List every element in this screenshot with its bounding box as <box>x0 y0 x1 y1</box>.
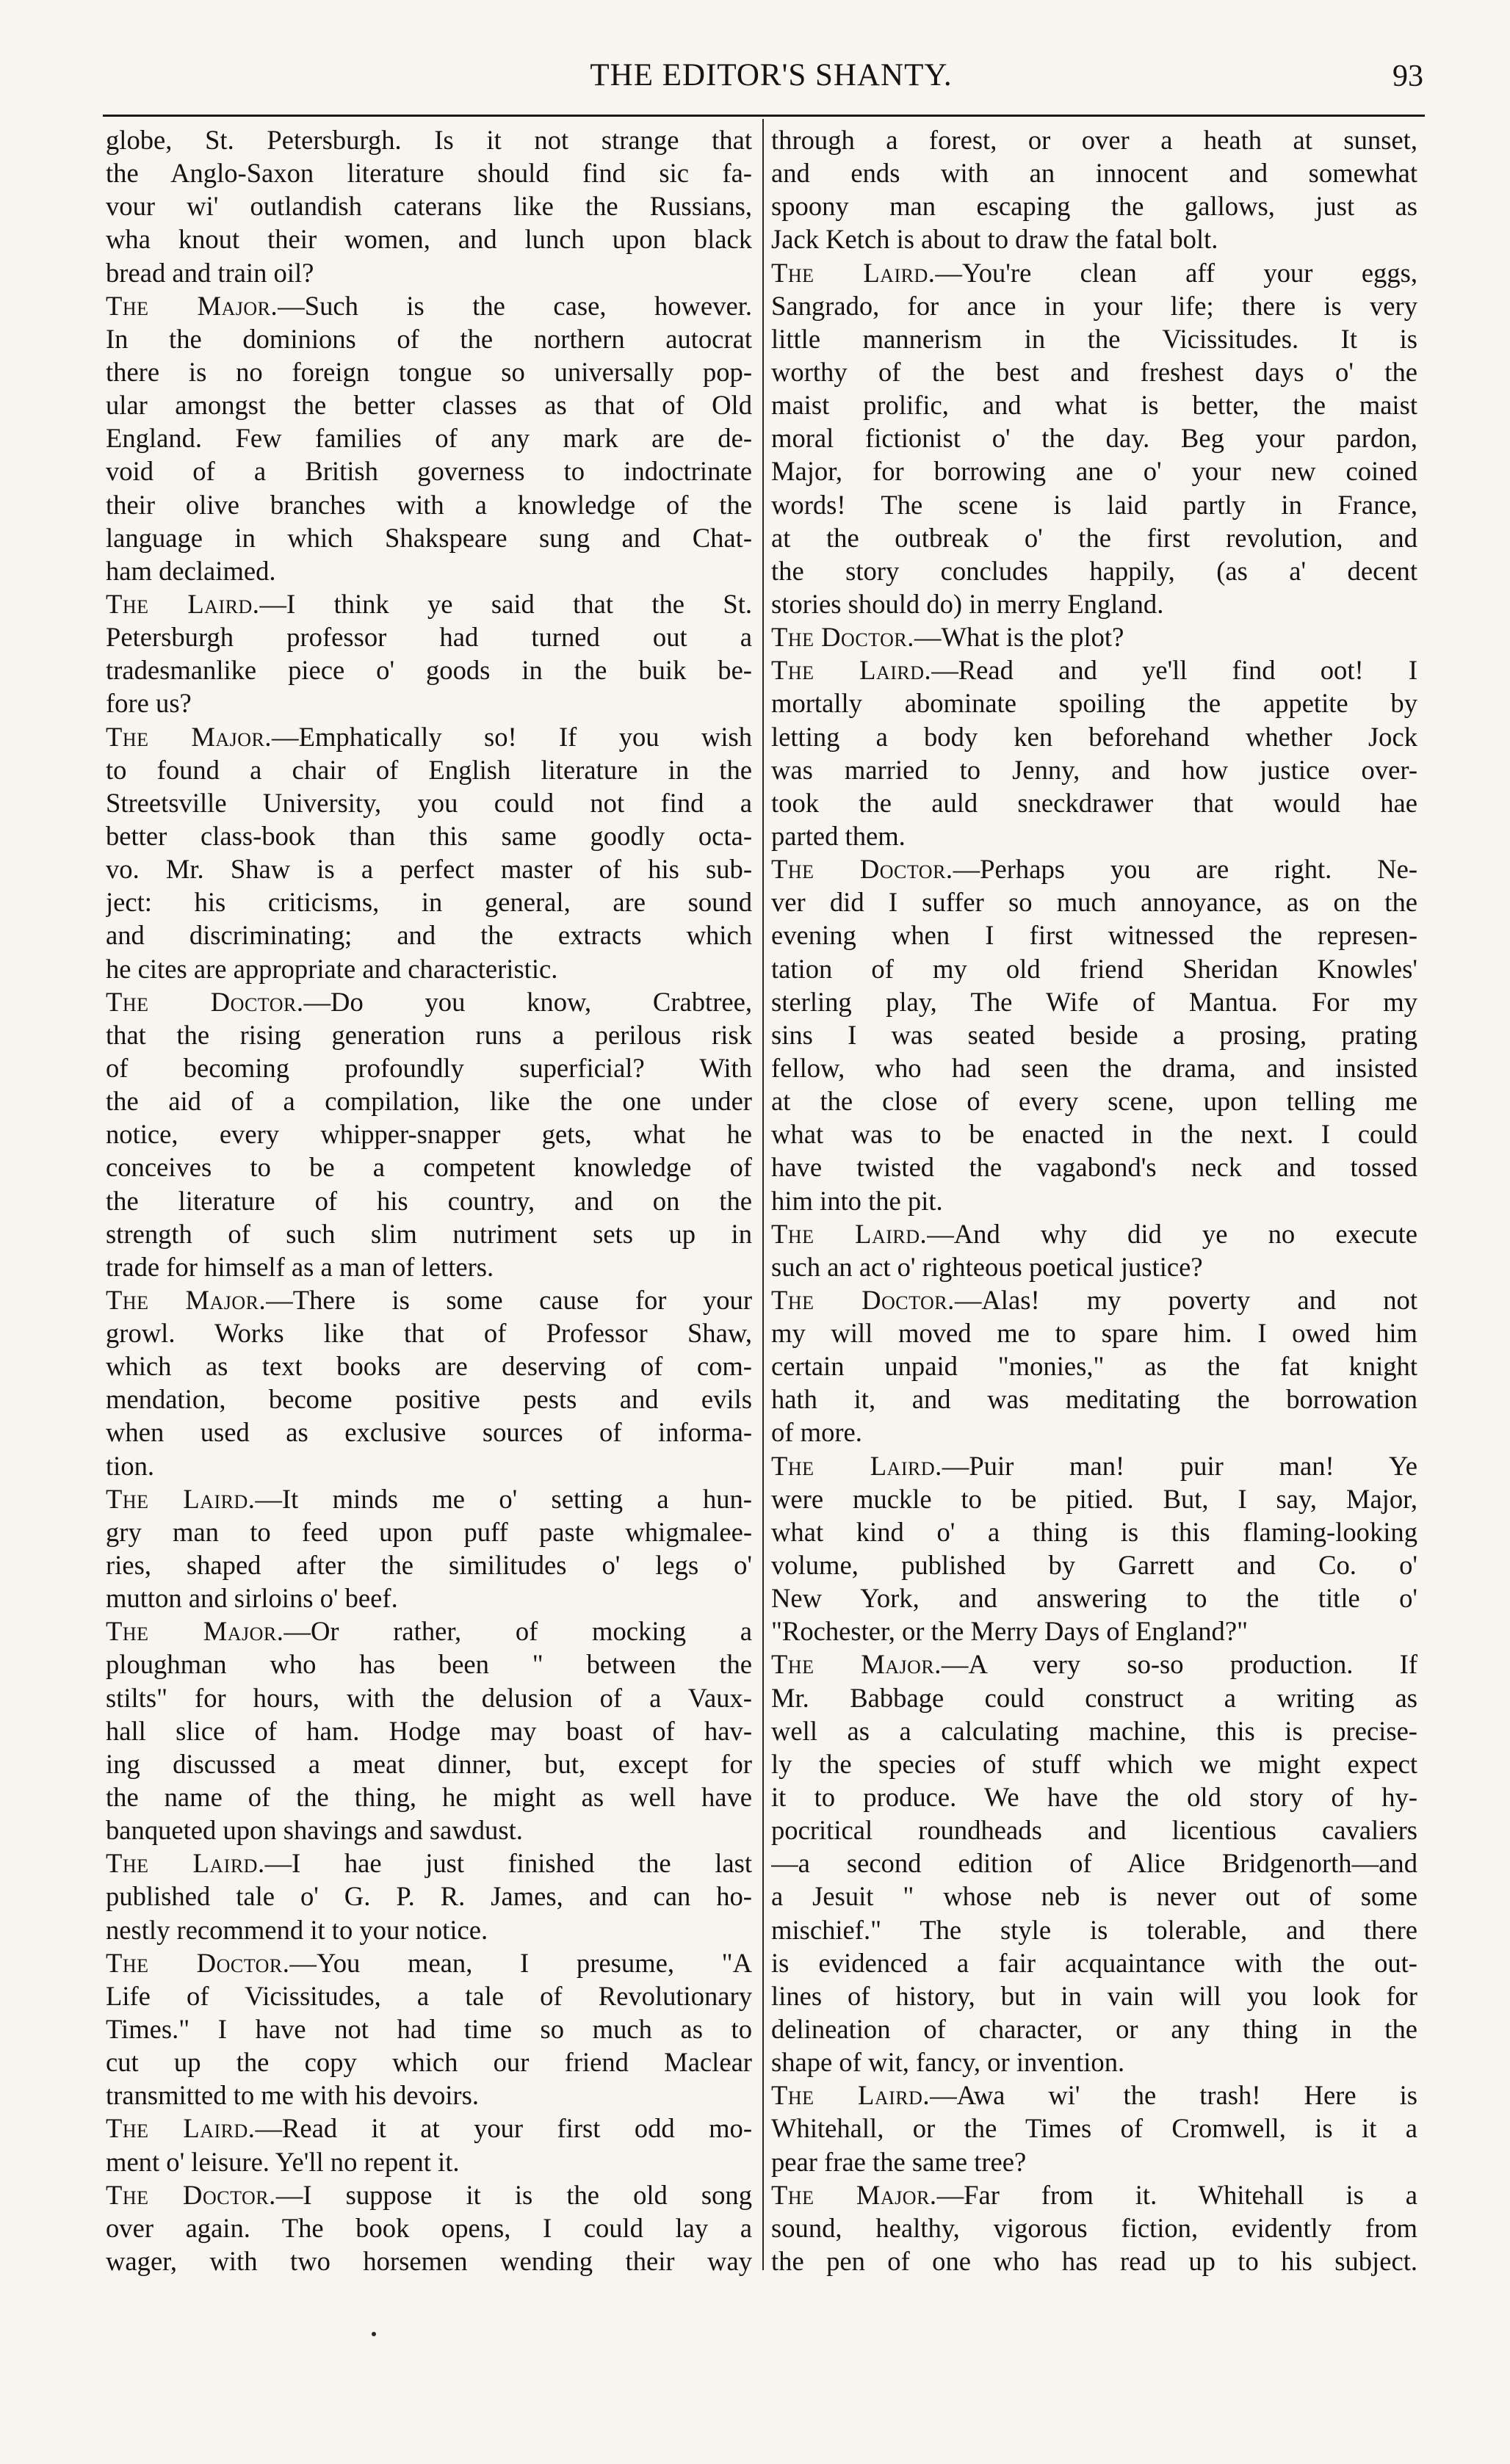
text-line: The Major.—Emphatically so! If you wish <box>106 721 752 752</box>
text-line: The Laird.—I hae just finished the last <box>106 1848 752 1879</box>
speaker-name: The Doctor. <box>771 622 914 653</box>
text-line: England. Few families of any mark are de- <box>106 423 752 454</box>
text-line: is evidenced a fair acquaintance with the out- <box>771 1947 1417 1978</box>
text-line: the aid of a compilation, like the one under <box>106 1086 752 1117</box>
text-line: Whitehall, or the Times of Cromwell, is it a <box>771 2113 1417 2144</box>
text-line: ham declaimed. <box>106 555 276 586</box>
text-line: spoony man escaping the gallows, just as <box>771 191 1417 222</box>
text-line: conceives to be a competent knowledge of <box>106 1152 752 1183</box>
text-line: Jack Ketch is about to draw the fatal bolt. <box>771 224 1218 255</box>
text-line: letting a body ken beforehand whether Jock <box>771 721 1417 752</box>
text-line: The Laird.—Read it at your first odd mo- <box>106 2113 752 2144</box>
text-line: maist prolific, and what is better, the maist <box>771 390 1417 421</box>
text-line: ular amongst the better classes as that of Old <box>106 390 752 421</box>
speaker-name: The Major. <box>771 2179 937 2210</box>
text-line: ject: his criticisms, in general, are sound <box>106 887 752 918</box>
text-line: published tale o' G. P. R. James, and can ho- <box>106 1881 752 1912</box>
text-line: The Laird.—Puir man! puir man! Ye <box>771 1450 1417 1481</box>
text-line: of becoming profoundly superficial? With <box>106 1052 752 1083</box>
speaker-name: The Major. <box>106 290 278 321</box>
speaker-name: The Doctor. <box>106 1947 290 1978</box>
text-line: cut up the copy which our friend Maclear <box>106 2047 752 2078</box>
speaker-name: The Major. <box>106 721 272 752</box>
text-line: In the dominions of the northern autocrat <box>106 323 752 354</box>
text-line: The Laird.—You're clean aff your eggs, <box>771 257 1417 288</box>
text-line: The Major.—Or rather, of mocking a <box>106 1616 752 1647</box>
text-line: growl. Works like that of Professor Shaw, <box>106 1318 752 1349</box>
speaker-name: The Laird. <box>771 1450 942 1481</box>
right-column <box>771 123 1417 2278</box>
text-line: mischief." The style is tolerable, and there <box>771 1914 1417 1945</box>
text-line: vour wi' outlandish caterans like the Russians, <box>106 191 752 222</box>
text-line: took the auld sneckdrawer that would hae <box>771 787 1417 818</box>
text-line: it to produce. We have the old story of hy- <box>771 1782 1417 1813</box>
speaker-name: The Laird. <box>771 655 932 686</box>
text-line: void of a British governess to indoctrinate <box>106 456 752 487</box>
text-line: lines of history, but in vain will you look for <box>771 1980 1417 2011</box>
text-line: sterling play, The Wife of Mantua. For my <box>771 986 1417 1017</box>
text-line: at the outbreak o' the first revolution, and <box>771 522 1417 553</box>
text-line: their olive branches with a knowledge of the <box>106 489 752 520</box>
text-line: what was to be enacted in the next. I could <box>771 1119 1417 1150</box>
text-line: mutton and sirloins o' beef. <box>106 1583 398 1614</box>
text-line: pear frae the same tree? <box>771 2146 1027 2177</box>
text-line: Major, for borrowing ane o' your new coined <box>771 456 1417 487</box>
text-line: and discriminating; and the extracts which <box>106 920 752 951</box>
text-line: little mannerism in the Vicissitudes. It is <box>771 323 1417 354</box>
text-line: he cites are appropriate and characteristic. <box>106 953 558 984</box>
column-divider <box>762 119 764 2270</box>
speaker-name: The Doctor. <box>106 2179 276 2210</box>
speaker-name: The Laird. <box>106 2113 256 2144</box>
speaker-name: The Laird. <box>771 1218 928 1249</box>
text-line: The Doctor.—What is the plot? <box>771 622 1124 653</box>
text-line: words! The scene is laid partly in France, <box>771 489 1417 520</box>
text-line: the Anglo-Saxon literature should find sic fa- <box>106 158 752 189</box>
text-line: bread and train oil? <box>106 257 314 288</box>
page-number: 93 <box>1392 59 1423 93</box>
text-line: that the rising generation runs a perilous risk <box>106 1019 752 1050</box>
text-line: Mr. Babbage could construct a writing as <box>771 1682 1417 1713</box>
text-line: fore us? <box>106 688 192 719</box>
text-line: tion. <box>106 1450 155 1481</box>
speaker-name: The Doctor. <box>771 1284 955 1315</box>
text-line: strength of such slim nutriment sets up in <box>106 1218 752 1249</box>
text-line: at the close of every scene, upon telling me <box>771 1086 1417 1117</box>
text-line: ries, shaped after the similitudes o' legs o' <box>106 1550 752 1581</box>
text-line: New York, and answering to the title o' <box>771 1583 1417 1614</box>
text-line: well as a calculating machine, this is precise- <box>771 1715 1417 1746</box>
text-line: ing discussed a meat dinner, but, except for <box>106 1748 752 1779</box>
text-line: the pen of one who has read up to his subject. <box>771 2246 1417 2276</box>
text-line: language in which Shakspeare sung and Chat- <box>106 522 752 553</box>
text-line: globe, St. Petersburgh. Is it not strange that <box>106 125 752 155</box>
text-line: there is no foreign tongue so universally pop- <box>106 356 752 387</box>
text-line: Sangrado, for ance in your life; there is very <box>771 290 1417 321</box>
text-line: such an act o' righteous poetical justice? <box>771 1251 1203 1282</box>
page-title: THE EDITOR'S SHANTY. <box>590 58 953 93</box>
text-line: transmitted to me with his devoirs. <box>106 2080 479 2111</box>
speaker-name: The Laird. <box>771 2080 931 2111</box>
text-line: the literature of his country, and on the <box>106 1185 752 1216</box>
speaker-name: The Doctor. <box>771 854 953 885</box>
text-line: stilts" for hours, with the delusion of a Vaux- <box>106 1682 752 1713</box>
text-line: The Major.—There is some cause for your <box>106 1284 752 1315</box>
text-line: over again. The book opens, I could lay a <box>106 2212 752 2243</box>
text-line: to found a chair of English literature in the <box>106 754 752 785</box>
text-line: The Doctor.—Do you know, Crabtree, <box>106 986 752 1017</box>
text-line: The Doctor.—I suppose it is the old song <box>106 2179 752 2210</box>
text-line: sound, healthy, vigorous fiction, evidently from <box>771 2212 1417 2243</box>
text-line: vo. Mr. Shaw is a perfect master of his sub- <box>106 854 752 885</box>
speaker-name: The Major. <box>771 1649 942 1680</box>
text-line: ver did I suffer so much annoyance, as on the <box>771 887 1417 918</box>
text-line: were muckle to be pitied. But, I say, Major, <box>771 1483 1417 1514</box>
running-head <box>103 51 1439 110</box>
speaker-name: The Laird. <box>106 588 260 619</box>
text-line: The Laird.—It minds me o' setting a hun- <box>106 1483 752 1514</box>
text-line: shape of wit, fancy, or invention. <box>771 2047 1125 2078</box>
text-line: Times." I have not had time so much as to <box>106 2014 752 2045</box>
speaker-name: The Major. <box>106 1616 284 1647</box>
text-line: The Major.—Far from it. Whitehall is a <box>771 2179 1417 2210</box>
text-line: of more. <box>771 1417 862 1448</box>
text-line: parted them. <box>771 820 906 851</box>
text-line: The Doctor.—You mean, I presume, "A <box>106 1947 752 1978</box>
text-line: through a forest, or over a heath at sunset, <box>771 125 1417 155</box>
text-line: a Jesuit " whose neb is never out of some <box>771 1881 1417 1912</box>
text-line: The Major.—A very so-so production. If <box>771 1649 1417 1680</box>
text-line: Life of Vicissitudes, a tale of Revolutionary <box>106 1980 752 2011</box>
speaker-name: The Laird. <box>771 257 936 288</box>
text-line: hath it, and was meditating the borrowation <box>771 1384 1417 1415</box>
text-line: moral fictionist o' the day. Beg your pardon, <box>771 423 1417 454</box>
text-line: banqueted upon shavings and sawdust. <box>106 1815 523 1846</box>
text-line: ploughman who has been " between the <box>106 1649 752 1680</box>
text-line: notice, every whipper-snapper gets, what he <box>106 1119 752 1150</box>
text-line: hall slice of ham. Hodge may boast of hav- <box>106 1715 752 1746</box>
text-line: "Rochester, or the Merry Days of England?" <box>771 1616 1249 1647</box>
text-line: Streetsville University, you could not find a <box>106 787 752 818</box>
text-line: worthy of the best and freshest days o' the <box>771 356 1417 387</box>
text-line: have twisted the vagabond's neck and tossed <box>771 1152 1417 1183</box>
text-line: ly the species of stuff which we might expect <box>771 1748 1417 1779</box>
text-line: The Doctor.—Perhaps you are right. Ne- <box>771 854 1417 885</box>
text-line: tation of my old friend Sheridan Knowles' <box>771 953 1417 984</box>
text-line: sins I was seated beside a prosing, prating <box>771 1019 1417 1050</box>
speaker-name: The Major. <box>106 1284 267 1315</box>
footer-mark <box>372 2332 376 2336</box>
text-line: nestly recommend it to your notice. <box>106 1914 488 1945</box>
text-line: delineation of character, or any thing in the <box>771 2014 1417 2045</box>
text-line: The Laird.—Awa wi' the trash! Here is <box>771 2080 1417 2111</box>
speaker-name: The Laird. <box>106 1848 265 1879</box>
text-line: my will moved me to spare him. I owed him <box>771 1318 1417 1349</box>
text-line: Petersburgh professor had turned out a <box>106 622 752 653</box>
text-line: wha knout their women, and lunch upon black <box>106 224 752 255</box>
text-line: when used as exclusive sources of informa- <box>106 1417 752 1448</box>
text-line: The Laird.—Read and ye'll find oot! I <box>771 655 1417 686</box>
text-line: was married to Jenny, and how justice over- <box>771 754 1417 785</box>
text-line: gry man to feed upon puff paste whigmalee- <box>106 1516 752 1547</box>
text-line: tradesmanlike piece o' goods in the buik be- <box>106 655 752 686</box>
text-line: The Laird.—I think ye said that the St. <box>106 588 752 619</box>
text-line: The Major.—Such is the case, however. <box>106 290 752 321</box>
text-line: volume, published by Garrett and Co. o' <box>771 1550 1417 1581</box>
text-line: wager, with two horsemen wending their way <box>106 2246 752 2276</box>
text-line: trade for himself as a man of letters. <box>106 1251 494 1282</box>
text-line: The Laird.—And why did ye no execute <box>771 1218 1417 1249</box>
text-line: which as text books are deserving of com- <box>106 1351 752 1382</box>
text-line: The Doctor.—Alas! my poverty and not <box>771 1284 1417 1315</box>
left-column <box>106 123 752 2278</box>
text-line: fellow, who had seen the drama, and insisted <box>771 1052 1417 1083</box>
text-line: him into the pit. <box>771 1185 943 1216</box>
text-line: better class-book than this same goodly octa- <box>106 820 752 851</box>
text-line: mendation, become positive pests and evils <box>106 1384 752 1415</box>
text-line: evening when I first witnessed the represen- <box>771 920 1417 951</box>
text-line: the name of the thing, he might as well have <box>106 1782 752 1813</box>
text-line: and ends with an innocent and somewhat <box>771 158 1417 189</box>
text-line: mortally abominate spoiling the appetite by <box>771 688 1417 719</box>
text-line: ment o' leisure. Ye'll no repent it. <box>106 2146 460 2177</box>
text-line: the story concludes happily, (as a' decent <box>771 555 1417 586</box>
header-rule <box>103 115 1425 117</box>
text-line: —a second edition of Alice Bridgenorth—and <box>771 1848 1417 1879</box>
text-line: what kind o' a thing is this flaming-looking <box>771 1516 1417 1547</box>
text-line: certain unpaid "monies," as the fat knight <box>771 1351 1417 1382</box>
speaker-name: The Doctor. <box>106 986 304 1017</box>
speaker-name: The Laird. <box>106 1483 256 1514</box>
text-line: pocritical roundheads and licentious cavaliers <box>771 1815 1417 1846</box>
text-line: stories should do) in merry England. <box>771 588 1164 619</box>
